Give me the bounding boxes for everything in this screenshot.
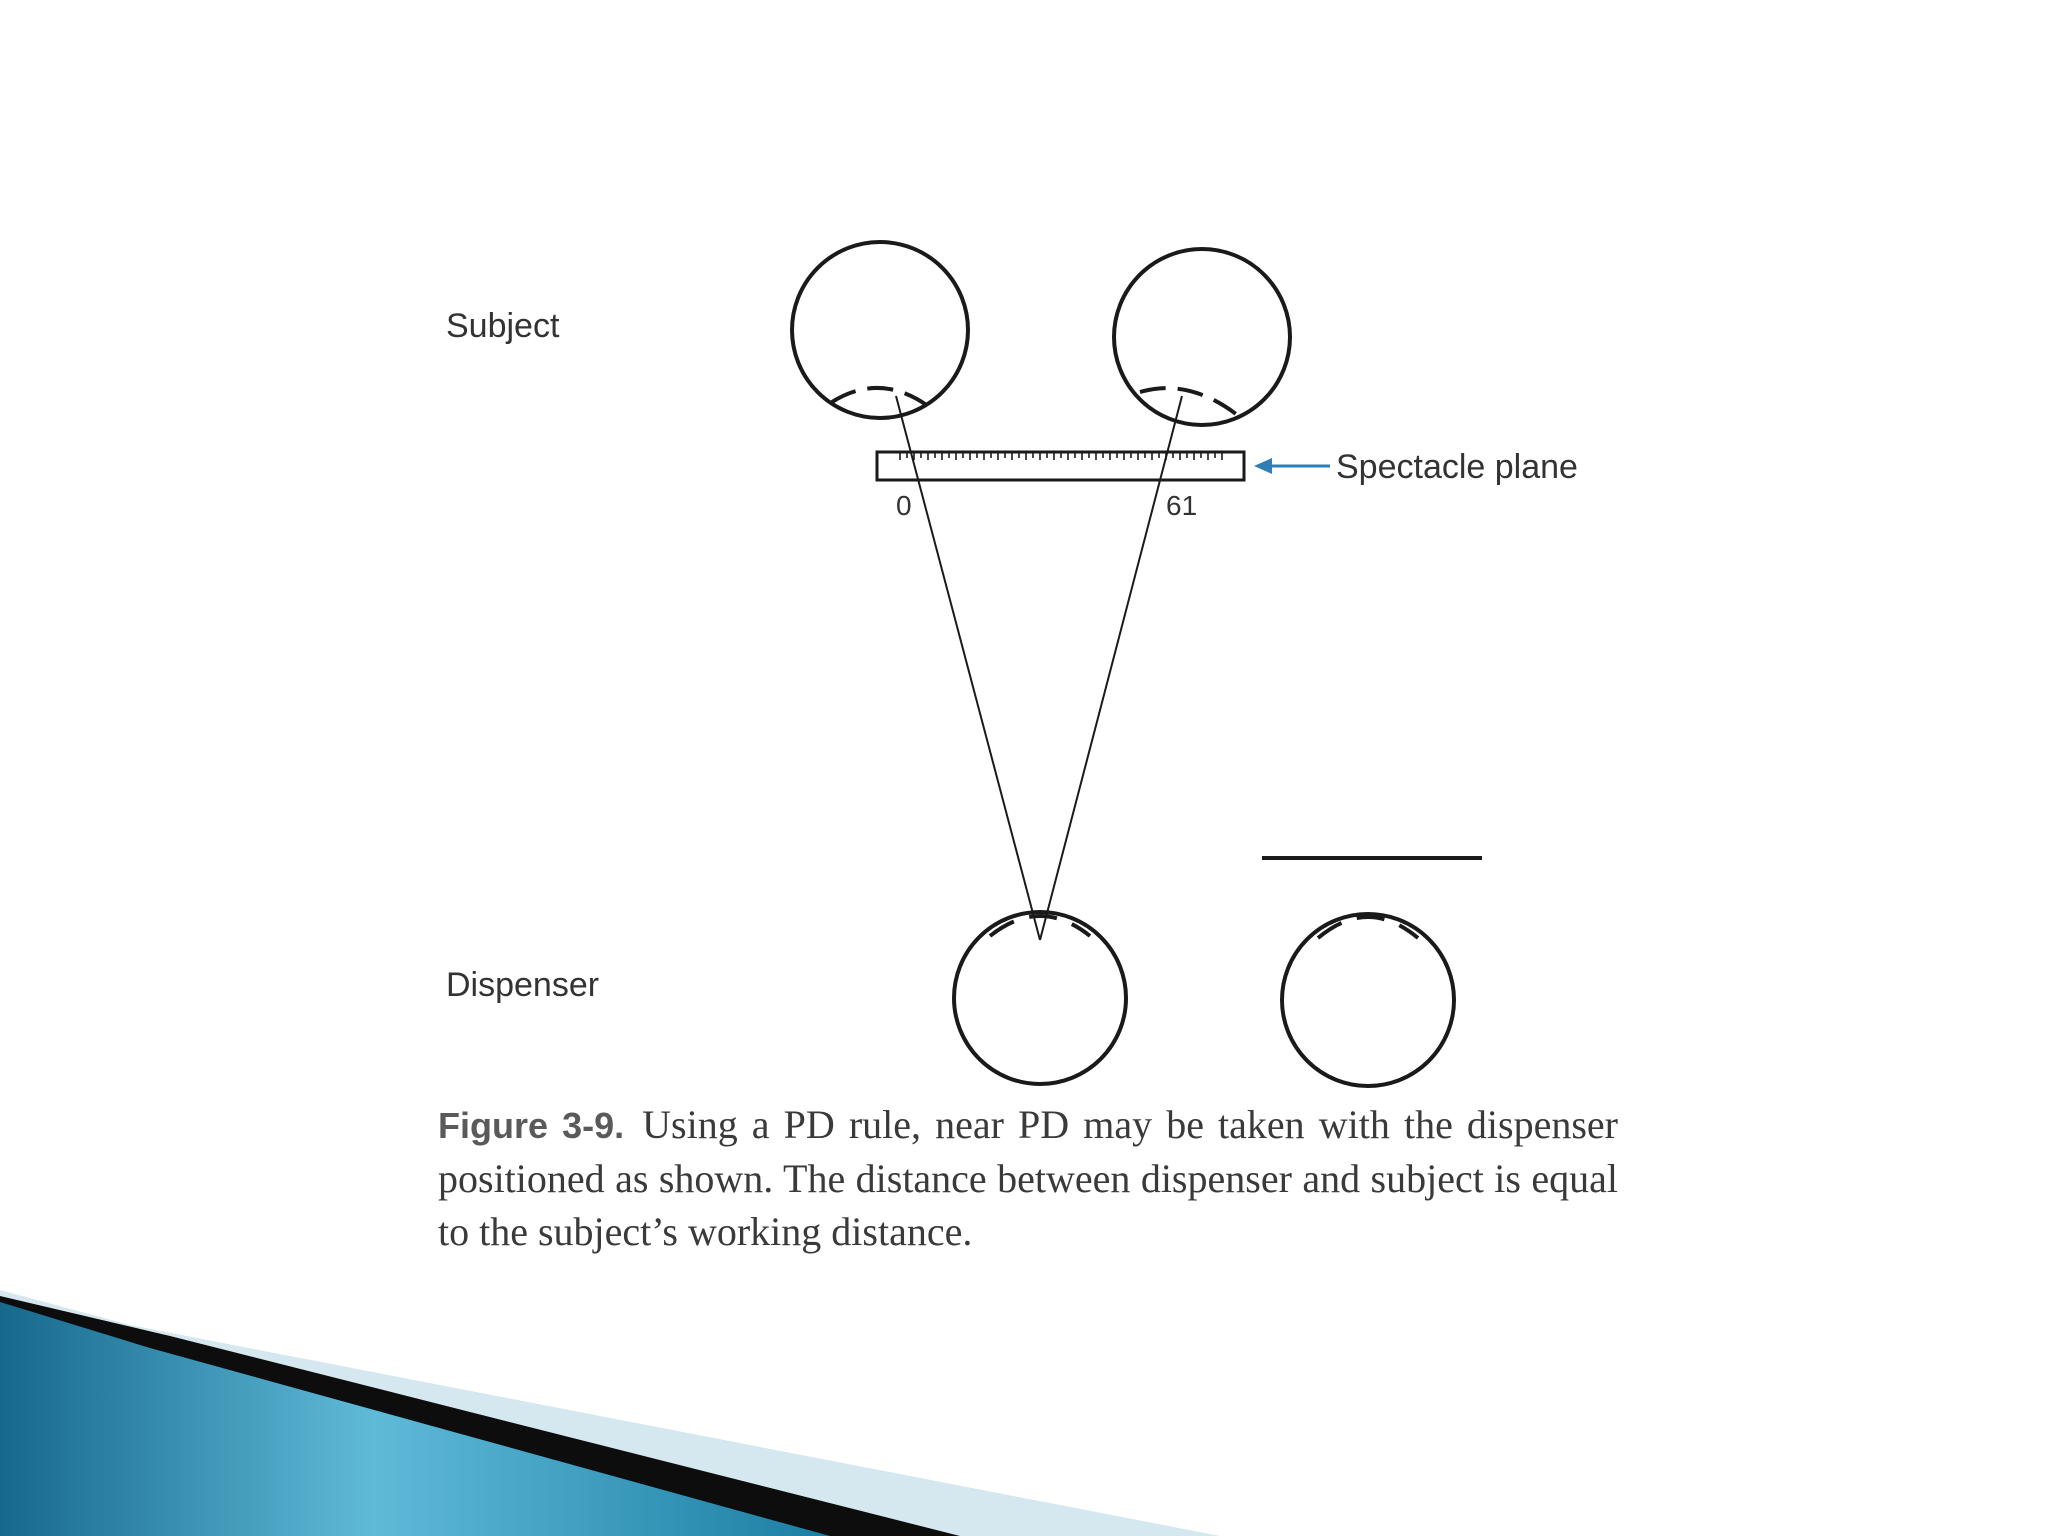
subject-left-eye: [792, 242, 968, 418]
spectacle-plane-label: Spectacle plane: [1336, 448, 1578, 486]
ruler-mark-0: 0: [896, 490, 912, 521]
corner-decoration: [0, 1290, 1220, 1536]
ruler-mark-61: 61: [1166, 490, 1198, 521]
dispenser-right-eye: [1282, 914, 1454, 1086]
dispenser-label: Dispenser: [446, 966, 600, 1004]
figure-caption: [438, 1098, 1618, 1258]
pd-rule: [877, 452, 1244, 521]
spectacle-plane-callout: [1254, 448, 1578, 486]
subject-label: Subject: [446, 307, 560, 345]
figure-label: Figure 3-9.: [438, 1105, 625, 1146]
subject-right-eye: [1114, 249, 1290, 425]
arrow-head-icon: [1254, 458, 1272, 474]
caption-text: Using a PD rule, near PD may be taken with the dispenser positioned as shown. The distance between dispenser and subject is equal to the subject’s working distance.: [438, 1102, 1618, 1254]
